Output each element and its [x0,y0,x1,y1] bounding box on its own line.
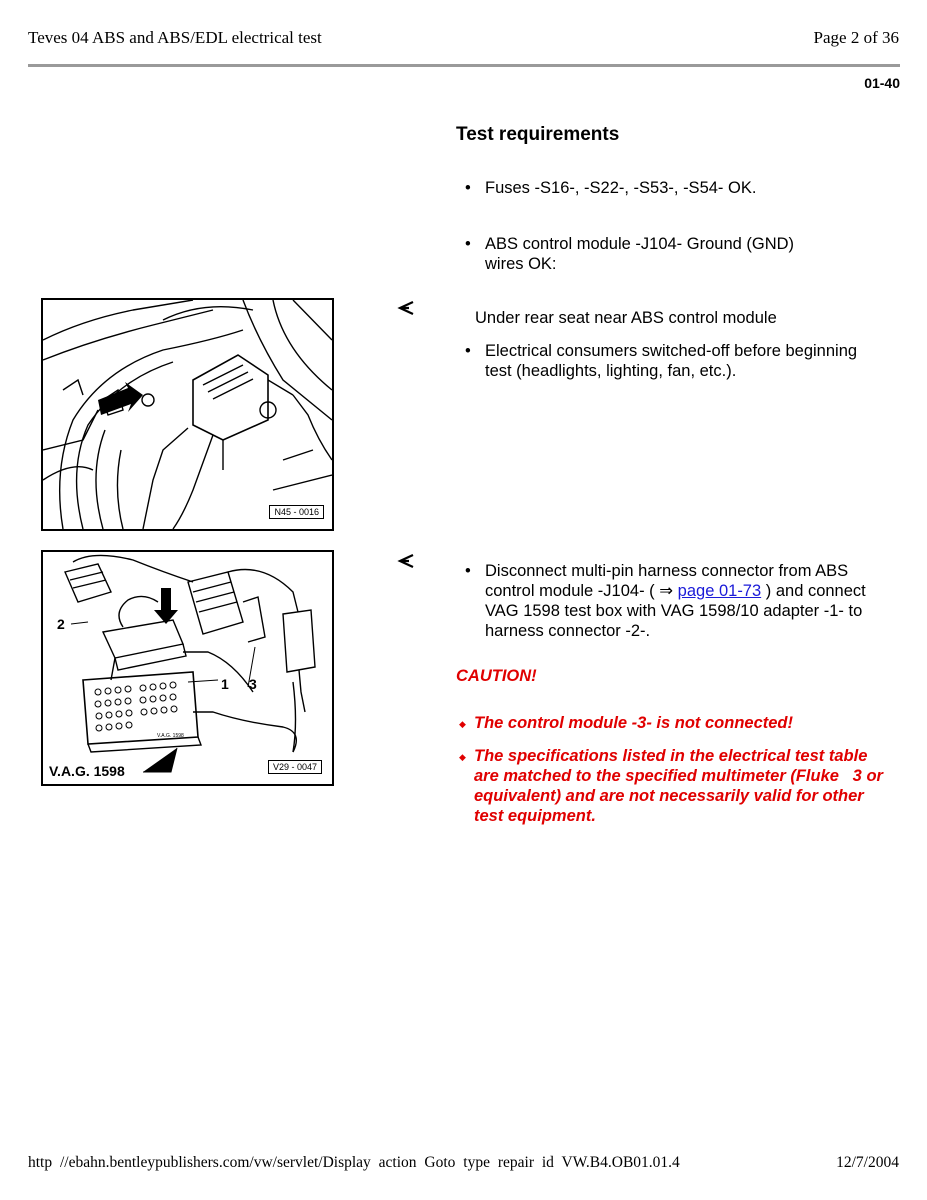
caution-item [456,746,896,826]
footer-url: http //ebahn.bentleypublishers.com/vw/servlet/Display action Goto type repair id VW.B4.OB01.01.4 [28,1154,680,1171]
disconnect-text-part2: ) and connect VAG 1598 test box with VAG 1598/10 adapter -1- to harness connector -2-. [485,582,866,640]
list-item [465,341,885,381]
section-code: 01-40 [864,75,900,91]
figure-tag: V29 - 0047 [268,760,322,774]
callout-label-2: 2 [57,616,65,632]
reference-arrow-icon [397,553,415,569]
bullet-icon: • [465,562,471,580]
list-item [465,234,885,274]
bullet-icon: • [465,235,471,253]
red-diamond-icon: ◆ [459,719,466,729]
header-divider [28,64,900,67]
callout-label-1: 1 [221,676,229,692]
caution-item-text: The control module -3- is not connected! [474,714,794,732]
caution-label: CAUTION! [456,667,537,685]
document-title: Teves 04 ABS and ABS/EDL electrical test [28,28,322,47]
list-item-text: Fuses -S16-, -S22-, -S53-, -S54- OK. [485,179,757,197]
list-item-text: ABS control module -J104- Ground (GND) wires OK: [485,235,795,273]
list-item-text: Electrical consumers switched-off before beginning test (headlights, lighting, fan, etc.). [485,342,858,380]
figure-test-box-connection [41,550,334,786]
bullet-icon: • [465,179,471,197]
test-box-label: V.A.G. 1598 [49,763,125,779]
caution-item-text: The specifications listed in the electrical test table are matched to the specified multimeter (Fluke 3 or equivalent) and are not necessarily valid for other test equipment. [474,747,888,825]
page-link[interactable]: page 01-73 [677,582,762,600]
caution-item [456,713,896,733]
list-item [465,178,885,198]
box-small-label: V.A.G. 1598 [157,733,184,739]
footer-date: 12/7/2004 [836,1154,899,1171]
section-heading: Test requirements [456,124,620,145]
callout-label-3: 3 [249,676,257,692]
list-item-text [485,561,885,641]
test-box-illustration [43,552,332,784]
list-item [465,561,885,641]
abs-module-illustration [43,300,332,529]
red-diamond-icon: ◆ [459,752,466,762]
disconnect-text-part1: Disconnect multi-pin harness connector from ABS control module -J104- ( [485,562,849,600]
page-counter: Page 2 of 36 [813,28,899,47]
figure-abs-module-location [41,298,334,531]
reference-arrow-icon [397,300,415,316]
cross-reference-arrow-icon: ⇒ [659,582,674,600]
figure-tag: N45 - 0016 [269,505,324,519]
location-note: Under rear seat near ABS control module [475,309,777,327]
bullet-icon: • [465,342,471,360]
